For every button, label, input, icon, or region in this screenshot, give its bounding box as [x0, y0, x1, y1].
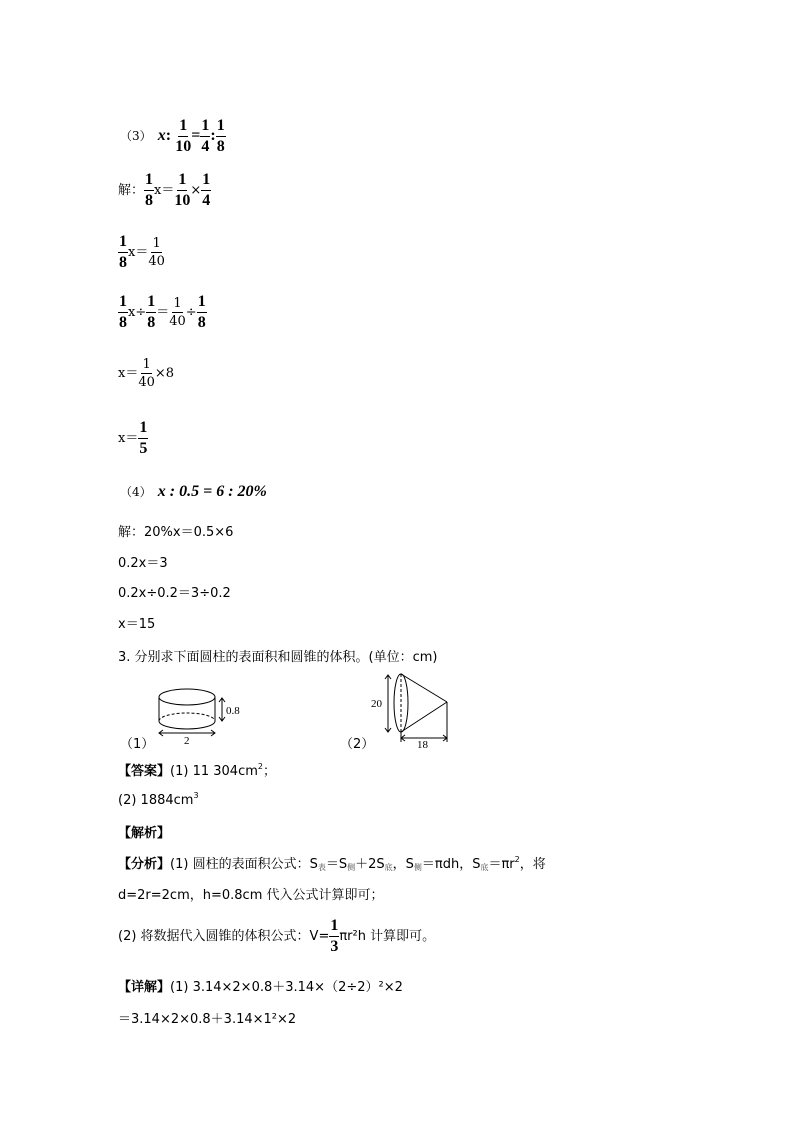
denominator: 40	[148, 254, 165, 269]
solution-line-4	[118, 358, 174, 389]
fraction	[138, 358, 155, 389]
figure-2-label: （2）	[340, 737, 375, 752]
subscript: 侧	[347, 863, 356, 872]
denominator: 8	[147, 314, 156, 331]
colon: :	[210, 127, 216, 144]
text: x＝	[118, 431, 139, 446]
text: πr²h 计算即可。	[339, 929, 436, 944]
text: (1) 圆柱的表面积公式：S	[170, 857, 318, 872]
text: ＋2S	[355, 857, 385, 872]
text: (2) 将数据代入圆锥的体积公式：V=	[118, 929, 330, 944]
numerator: 1	[216, 118, 226, 137]
equation: x : 0.5 = 6 : 20%	[157, 483, 267, 500]
answer-line-2	[118, 791, 199, 808]
denominator: 10	[174, 192, 191, 209]
text: ＝S	[325, 857, 348, 872]
superscript: 3	[193, 791, 199, 800]
numerator: 1	[200, 118, 210, 137]
subscript: 表	[317, 863, 326, 872]
var-x: x	[157, 127, 166, 144]
cone-height-label: 20	[371, 698, 382, 710]
numerator: 1	[118, 294, 128, 313]
text: ×8	[154, 366, 175, 381]
numerator: 1	[118, 234, 128, 253]
answer-tag: 【答案】	[118, 764, 171, 779]
subscript: 底	[384, 863, 393, 872]
numerator: 1	[177, 172, 187, 191]
subscript: 底	[480, 863, 489, 872]
text: ÷	[185, 305, 197, 320]
numerator: 1	[197, 294, 207, 313]
superscript: 2	[514, 855, 520, 864]
fraction	[148, 237, 165, 268]
solution-line-5	[118, 420, 148, 457]
denominator: 8	[119, 314, 127, 331]
equals: =	[191, 127, 201, 144]
text: x÷	[128, 305, 147, 320]
solution-line-1	[118, 172, 211, 209]
detail-line-2: ＝3.14×2×0.8＋3.14×1²×2	[118, 1012, 297, 1027]
answer-line-1	[118, 760, 276, 779]
text: x＝	[154, 183, 175, 198]
answer-text: 304cm	[213, 764, 258, 779]
cone-length-label: 18	[417, 739, 428, 750]
analysis-line-1	[118, 853, 546, 873]
text: ，S	[392, 857, 414, 872]
denominator: 4	[201, 138, 210, 155]
solution-line-3	[118, 294, 207, 331]
superscript: 2	[257, 762, 263, 771]
numerator: 1	[201, 172, 211, 191]
fraction	[329, 918, 339, 955]
numerator: 1	[146, 294, 156, 313]
numerator: 1	[178, 118, 188, 137]
fraction	[169, 297, 186, 328]
text: ×	[190, 183, 202, 198]
answer-text: (1) 11	[170, 764, 210, 779]
cylinder-height-label: 0.8	[226, 705, 240, 717]
fenxi-tag: 【分析】	[118, 857, 171, 872]
denominator: 8	[145, 192, 154, 209]
fraction	[118, 294, 128, 331]
text: (1) 3.14×2×0.8＋3.14×（2÷2）²×2	[170, 980, 403, 995]
denominator: 40	[169, 314, 186, 329]
analysis-tag: 【解析】	[118, 826, 171, 841]
numerator: 1	[144, 172, 154, 191]
detail-tag: 【详解】	[118, 980, 171, 995]
numerator: 1	[152, 236, 161, 251]
text: ＝	[156, 305, 170, 320]
problem-label: （4）	[120, 485, 152, 499]
denominator: 8	[119, 254, 127, 271]
text: x＝	[128, 245, 149, 260]
fraction	[216, 118, 226, 155]
solution-line: 解：20%x＝0.5×6	[118, 525, 234, 540]
cylinder-figure	[150, 686, 250, 750]
problem-3-equation	[120, 118, 226, 155]
denominator: 5	[139, 440, 148, 457]
colon: :	[165, 127, 172, 144]
solution-line: x＝15	[118, 617, 156, 632]
numerator: 1	[142, 357, 151, 372]
subscript: 侧	[413, 863, 422, 872]
solution-line-2	[118, 234, 165, 271]
fraction	[138, 420, 148, 457]
denominator: 10	[175, 138, 192, 155]
figure-1-label: （1）	[120, 737, 155, 752]
text: ＝πdh，S	[421, 857, 481, 872]
denominator: 8	[197, 314, 206, 331]
numerator: 1	[173, 296, 182, 311]
fraction	[146, 294, 156, 331]
analysis-line-2: d=2r=2cm，h=0.8cm 代入公式计算即可；	[118, 888, 384, 903]
text: ＝πr	[488, 857, 515, 872]
analysis-line-3	[118, 918, 435, 955]
denominator: 3	[330, 938, 339, 955]
denominator: 4	[202, 192, 211, 209]
fraction	[201, 172, 211, 209]
cone-figure	[368, 670, 453, 750]
solution-line: 0.2x＝3	[118, 556, 168, 571]
text: ，将	[519, 857, 546, 872]
text: x＝	[118, 366, 139, 381]
problem-label: （3）	[120, 129, 152, 143]
problem-4-equation	[120, 483, 267, 501]
answer-text: ；	[262, 764, 276, 779]
detail-line-1	[118, 976, 403, 995]
cylinder-diameter-label: 2	[184, 735, 190, 747]
fraction	[175, 118, 191, 155]
fraction	[118, 234, 128, 271]
fraction	[174, 172, 190, 209]
numerator: 1	[138, 420, 148, 439]
solution-prefix: 解：	[118, 183, 145, 198]
solution-line: 0.2x÷0.2＝3÷0.2	[118, 586, 231, 601]
answer-text: (2) 1884cm	[118, 793, 194, 808]
numerator: 1	[329, 918, 339, 937]
fraction	[197, 294, 207, 331]
fraction	[144, 172, 154, 209]
denominator: 40	[138, 375, 155, 390]
question-title: 3. 分别求下面圆柱的表面积和圆锥的体积。(单位：cm)	[118, 650, 438, 665]
fraction	[200, 118, 210, 155]
denominator: 8	[216, 138, 225, 155]
